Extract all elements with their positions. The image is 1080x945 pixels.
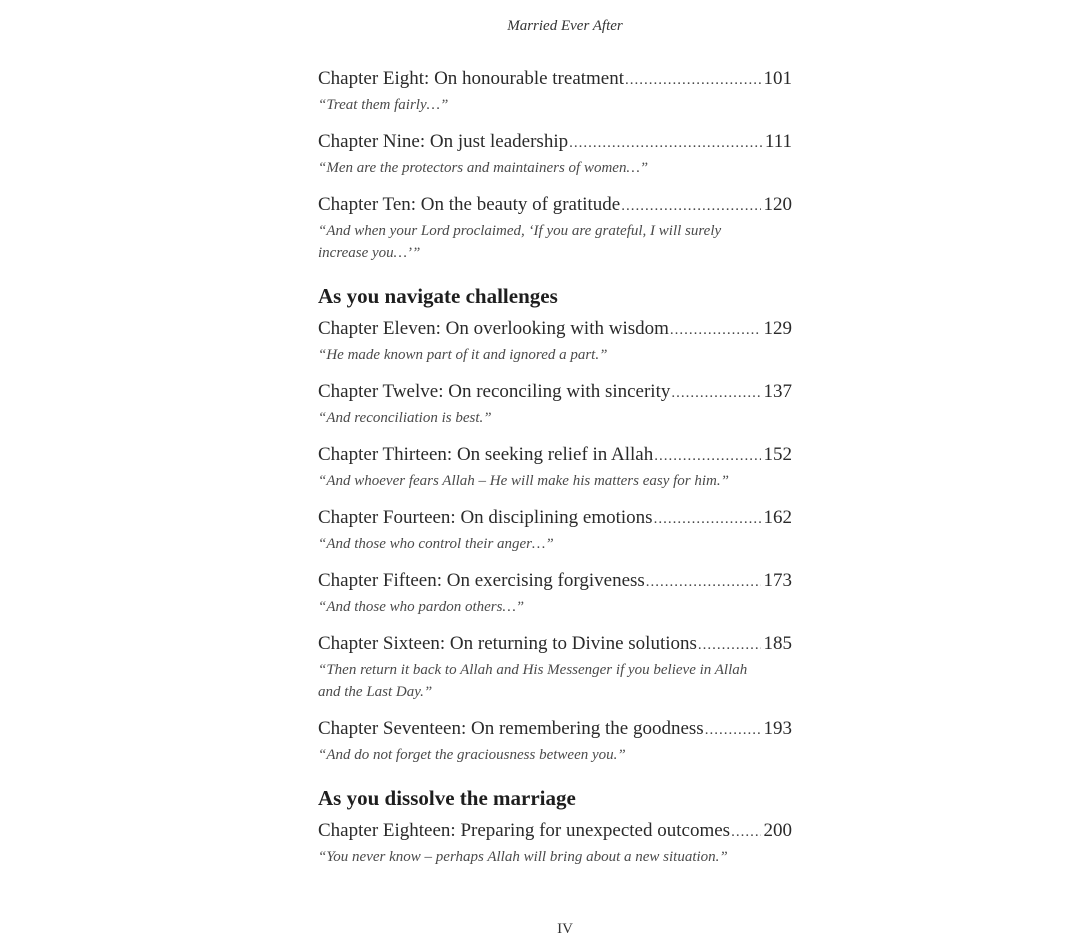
chapter-title: Chapter Nine: On just leadership <box>318 131 569 152</box>
toc-entry-chapter-eight <box>318 66 792 116</box>
toc-entry-chapter-fourteen <box>318 505 792 555</box>
chapter-quote: “Then return it back to Allah and His Messenger if you believe in Allah and the Last Day.” <box>318 662 748 700</box>
toc-entry-chapter-eighteen <box>318 818 792 868</box>
dot-leader <box>670 317 761 343</box>
page-number: 200 <box>763 820 792 841</box>
toc-entry-chapter-twelve <box>318 379 792 429</box>
dot-leader <box>731 819 760 845</box>
page-number: 152 <box>763 444 792 465</box>
dot-leader <box>646 569 761 595</box>
toc-entry-chapter-nine <box>318 129 792 179</box>
chapter-quote: “And do not forget the graciousness between you.” <box>318 747 626 763</box>
chapter-title: Chapter Fifteen: On exercising forgiveness <box>318 570 645 591</box>
chapter-title: Chapter Eight: On honourable treatment <box>318 68 625 89</box>
dot-leader <box>654 506 761 532</box>
chapter-title: Chapter Sixteen: On returning to Divine solutions <box>318 633 697 654</box>
page-number: 120 <box>763 194 792 215</box>
toc-entry-chapter-thirteen <box>318 442 792 492</box>
page-number: 162 <box>763 507 792 528</box>
chapter-quote: “And those who control their anger…” <box>318 536 554 552</box>
chapter-title: Chapter Seventeen: On remembering the goodness <box>318 718 704 739</box>
toc-entry-chapter-sixteen <box>318 631 792 703</box>
page-number: 137 <box>763 381 792 402</box>
chapter-quote: “Men are the protectors and maintainers of women…” <box>318 160 649 176</box>
chapter-title: Chapter Ten: On the beauty of gratitude <box>318 194 621 215</box>
page-folio: IV <box>557 921 573 937</box>
chapter-title: Chapter Fourteen: On disciplining emotions <box>318 507 653 528</box>
toc-entry-chapter-fifteen <box>318 568 792 618</box>
toc-entry-chapter-seventeen <box>318 716 792 766</box>
page-number: 101 <box>763 68 792 89</box>
dot-leader <box>621 193 760 219</box>
dot-leader <box>654 443 760 469</box>
page-number: 111 <box>764 131 792 152</box>
page-number: 129 <box>763 318 792 339</box>
chapter-quote: “Treat them fairly…” <box>318 97 449 113</box>
table-of-contents <box>318 66 792 881</box>
page-number: 193 <box>763 718 792 739</box>
section-heading-navigate-challenges: As you navigate challenges <box>318 284 558 308</box>
dot-leader <box>625 67 760 93</box>
running-head: Married Ever After <box>507 18 623 34</box>
toc-entry-chapter-eleven <box>318 316 792 366</box>
dot-leader <box>569 130 762 156</box>
dot-leader <box>698 632 761 658</box>
chapter-quote: “And those who pardon others…” <box>318 599 525 615</box>
chapter-title: Chapter Eighteen: Preparing for unexpected outcomes <box>318 820 731 841</box>
chapter-quote: “And when your Lord proclaimed, ‘If you are grateful, I will surely increase you…’” <box>318 223 722 261</box>
chapter-quote: “He made known part of it and ignored a part.” <box>318 347 608 363</box>
chapter-quote: “You never know – perhaps Allah will bring about a new situation.” <box>318 849 728 865</box>
dot-leader <box>705 717 761 743</box>
page-number: 185 <box>763 633 792 654</box>
chapter-title: Chapter Thirteen: On seeking relief in Allah <box>318 444 654 465</box>
dot-leader <box>671 380 760 406</box>
chapter-title: Chapter Twelve: On reconciling with sincerity <box>318 381 671 402</box>
toc-entry-chapter-ten <box>318 192 792 264</box>
chapter-quote: “And reconciliation is best.” <box>318 410 492 426</box>
chapter-quote: “And whoever fears Allah – He will make his matters easy for him.” <box>318 473 729 489</box>
chapter-title: Chapter Eleven: On overlooking with wisdom <box>318 318 669 339</box>
page-number: 173 <box>763 570 792 591</box>
section-heading-dissolve-marriage: As you dissolve the marriage <box>318 786 576 810</box>
